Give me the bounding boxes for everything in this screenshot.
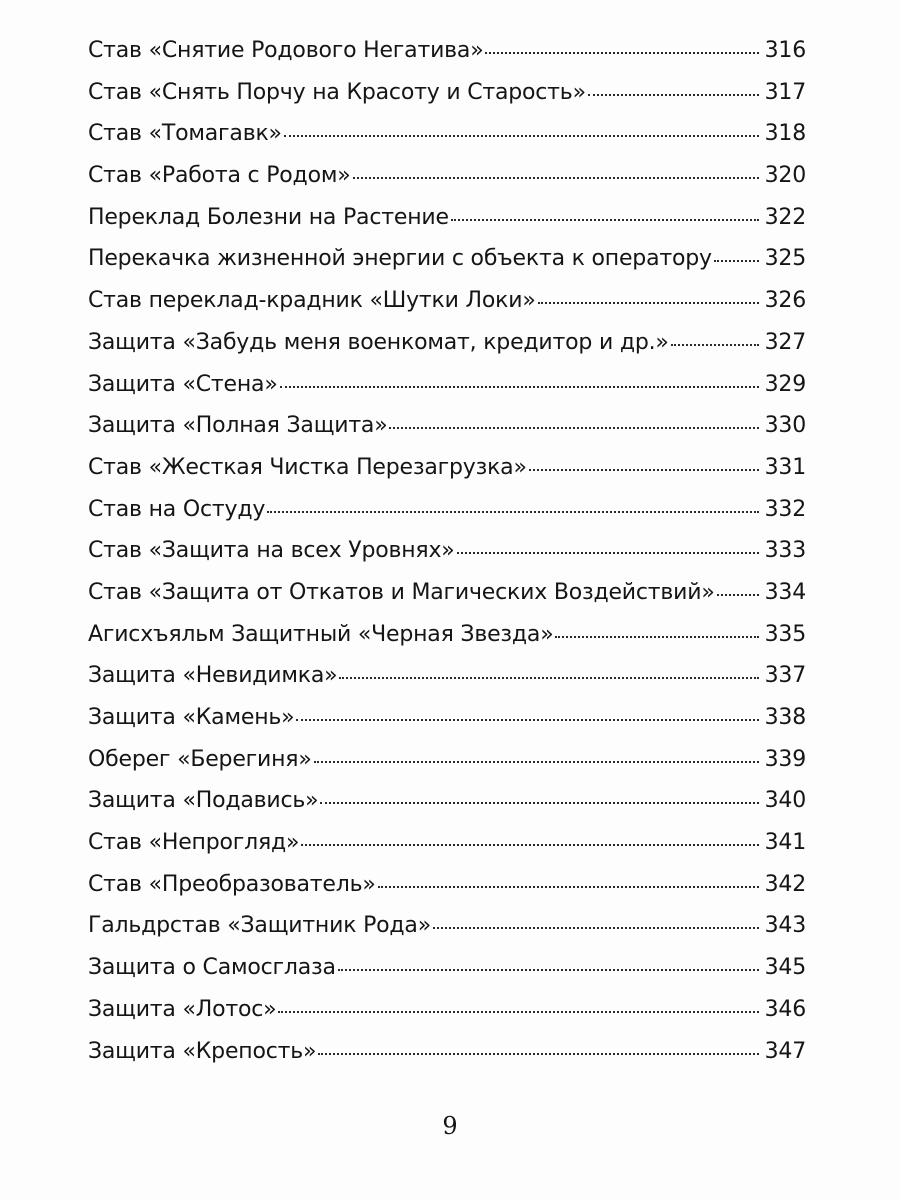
page-number: 9 xyxy=(442,1112,458,1140)
toc-entry-title: Защита «Невидимка» xyxy=(88,663,338,689)
toc-entry xyxy=(88,747,806,789)
toc-entry-title: Став «Защита на всех Уровнях» xyxy=(88,538,455,564)
dot-leader xyxy=(457,552,759,554)
toc-entry-page: 316 xyxy=(764,38,806,63)
toc-entry-title: Став «Снятие Родового Негатива» xyxy=(88,38,484,63)
dot-leader xyxy=(314,761,759,763)
toc-entry-page: 322 xyxy=(764,204,806,230)
toc-entry-page: 327 xyxy=(764,329,806,355)
toc-entry-title: Став «Непрогляд» xyxy=(88,830,300,856)
toc-entry xyxy=(88,913,806,955)
toc-entry-page: 329 xyxy=(764,371,806,397)
toc-entry xyxy=(88,955,806,997)
toc-entry-title: Став переклад-крадник «Шутки Локи» xyxy=(88,288,536,314)
toc-entry-page: 337 xyxy=(764,663,806,689)
toc-entry xyxy=(88,705,806,747)
toc-entry-title: Став «Работа с Родом» xyxy=(88,163,351,189)
toc-entry-page: 320 xyxy=(764,163,806,189)
dot-leader xyxy=(296,719,758,721)
dot-leader xyxy=(671,344,759,346)
dot-leader xyxy=(389,427,758,429)
dot-leader xyxy=(451,219,759,221)
toc-entry xyxy=(88,372,806,414)
dot-leader xyxy=(353,177,759,179)
toc-entry-page: 331 xyxy=(764,454,806,480)
toc-entry xyxy=(88,455,806,497)
toc-entry-page: 330 xyxy=(764,413,806,439)
toc-entry-title: Агисхъяльм Защитный «Черная Звезда» xyxy=(88,621,554,647)
dot-leader xyxy=(301,844,758,846)
dot-leader xyxy=(714,260,759,262)
toc-entry xyxy=(88,246,806,288)
toc-entry-title: Защита «Стена» xyxy=(88,371,278,397)
toc-entry-title: Став на Остуду xyxy=(88,496,266,522)
toc-entry-page: 347 xyxy=(764,1038,806,1064)
toc-entry-page: 326 xyxy=(764,288,806,314)
table-of-contents xyxy=(88,38,806,1080)
dot-leader xyxy=(485,52,758,54)
toc-entry xyxy=(88,538,806,580)
toc-entry-page: 338 xyxy=(764,705,806,730)
toc-entry-title: Защита «Лотос» xyxy=(88,996,277,1022)
toc-entry xyxy=(88,205,806,247)
toc-entry-page: 317 xyxy=(764,79,806,105)
toc-entry xyxy=(88,830,806,872)
toc-entry-title: Защита «Камень» xyxy=(88,705,295,730)
dot-leader xyxy=(284,135,759,137)
toc-entry-title: Защита «Забудь меня военкомат, кредитор и др.» xyxy=(88,329,669,355)
toc-entry xyxy=(88,622,806,664)
toc-entry-title: Став «Томагавк» xyxy=(88,121,282,147)
toc-entry xyxy=(88,413,806,455)
toc-entry-page: 343 xyxy=(764,913,806,939)
toc-entry-title: Став «Жесткая Чистка Перезагрузка» xyxy=(88,454,527,480)
toc-entry-page: 341 xyxy=(764,830,806,856)
toc-entry-title: Переклад Болезни на Растение xyxy=(88,204,449,230)
toc-entry-title: Перекачка жизненной энергии с объекта к оператору xyxy=(88,246,712,272)
toc-entry xyxy=(88,788,806,830)
toc-entry-page: 332 xyxy=(764,496,806,522)
toc-entry-title: Защита «Крепость» xyxy=(88,1038,317,1064)
toc-entry-page: 335 xyxy=(764,621,806,647)
toc-entry-title: Защита «Подавись» xyxy=(88,788,319,814)
toc-entry-page: 318 xyxy=(764,121,806,147)
toc-entry xyxy=(88,80,806,122)
toc-entry xyxy=(88,121,806,163)
toc-entry xyxy=(88,288,806,330)
toc-entry xyxy=(88,663,806,705)
toc-entry-page: 346 xyxy=(764,996,806,1022)
toc-entry xyxy=(88,330,806,372)
toc-entry-title: Гальдрстав «Защитник Рода» xyxy=(88,913,431,939)
toc-entry-page: 334 xyxy=(764,579,806,605)
toc-entry xyxy=(88,997,806,1039)
dot-leader xyxy=(538,302,759,304)
toc-entry-page: 340 xyxy=(764,788,806,814)
toc-entry-title: Став «Преобразователь» xyxy=(88,871,376,897)
dot-leader xyxy=(338,969,759,971)
toc-entry xyxy=(88,38,806,80)
dot-leader xyxy=(267,511,758,513)
dot-leader xyxy=(280,386,759,388)
toc-entry-title: Оберег «Берегиня» xyxy=(88,746,312,772)
dot-leader xyxy=(320,802,758,804)
dot-leader xyxy=(433,927,759,929)
toc-entry xyxy=(88,580,806,622)
dot-leader xyxy=(318,1053,758,1055)
toc-entry-page: 345 xyxy=(764,955,806,981)
dot-leader xyxy=(717,594,759,596)
toc-entry xyxy=(88,497,806,539)
toc-entry-page: 339 xyxy=(764,746,806,772)
toc-entry-page: 342 xyxy=(764,871,806,897)
toc-entry-title: Защита «Полная Защита» xyxy=(88,413,388,439)
dot-leader xyxy=(529,469,759,471)
dot-leader xyxy=(278,1011,758,1013)
toc-entry xyxy=(88,872,806,914)
toc-entry-title: Защита о Самосглаза xyxy=(88,955,336,981)
dot-leader xyxy=(555,636,758,638)
toc-entry-page: 325 xyxy=(764,246,806,272)
dot-leader xyxy=(339,677,758,679)
dot-leader xyxy=(588,94,759,96)
toc-entry-page: 333 xyxy=(764,538,806,564)
dot-leader xyxy=(378,886,759,888)
toc-entry xyxy=(88,1039,806,1081)
toc-entry xyxy=(88,163,806,205)
toc-entry-title: Став «Снять Порчу на Красоту и Старость» xyxy=(88,79,586,105)
toc-entry-title: Став «Защита от Откатов и Магических Воздействий» xyxy=(88,579,715,605)
